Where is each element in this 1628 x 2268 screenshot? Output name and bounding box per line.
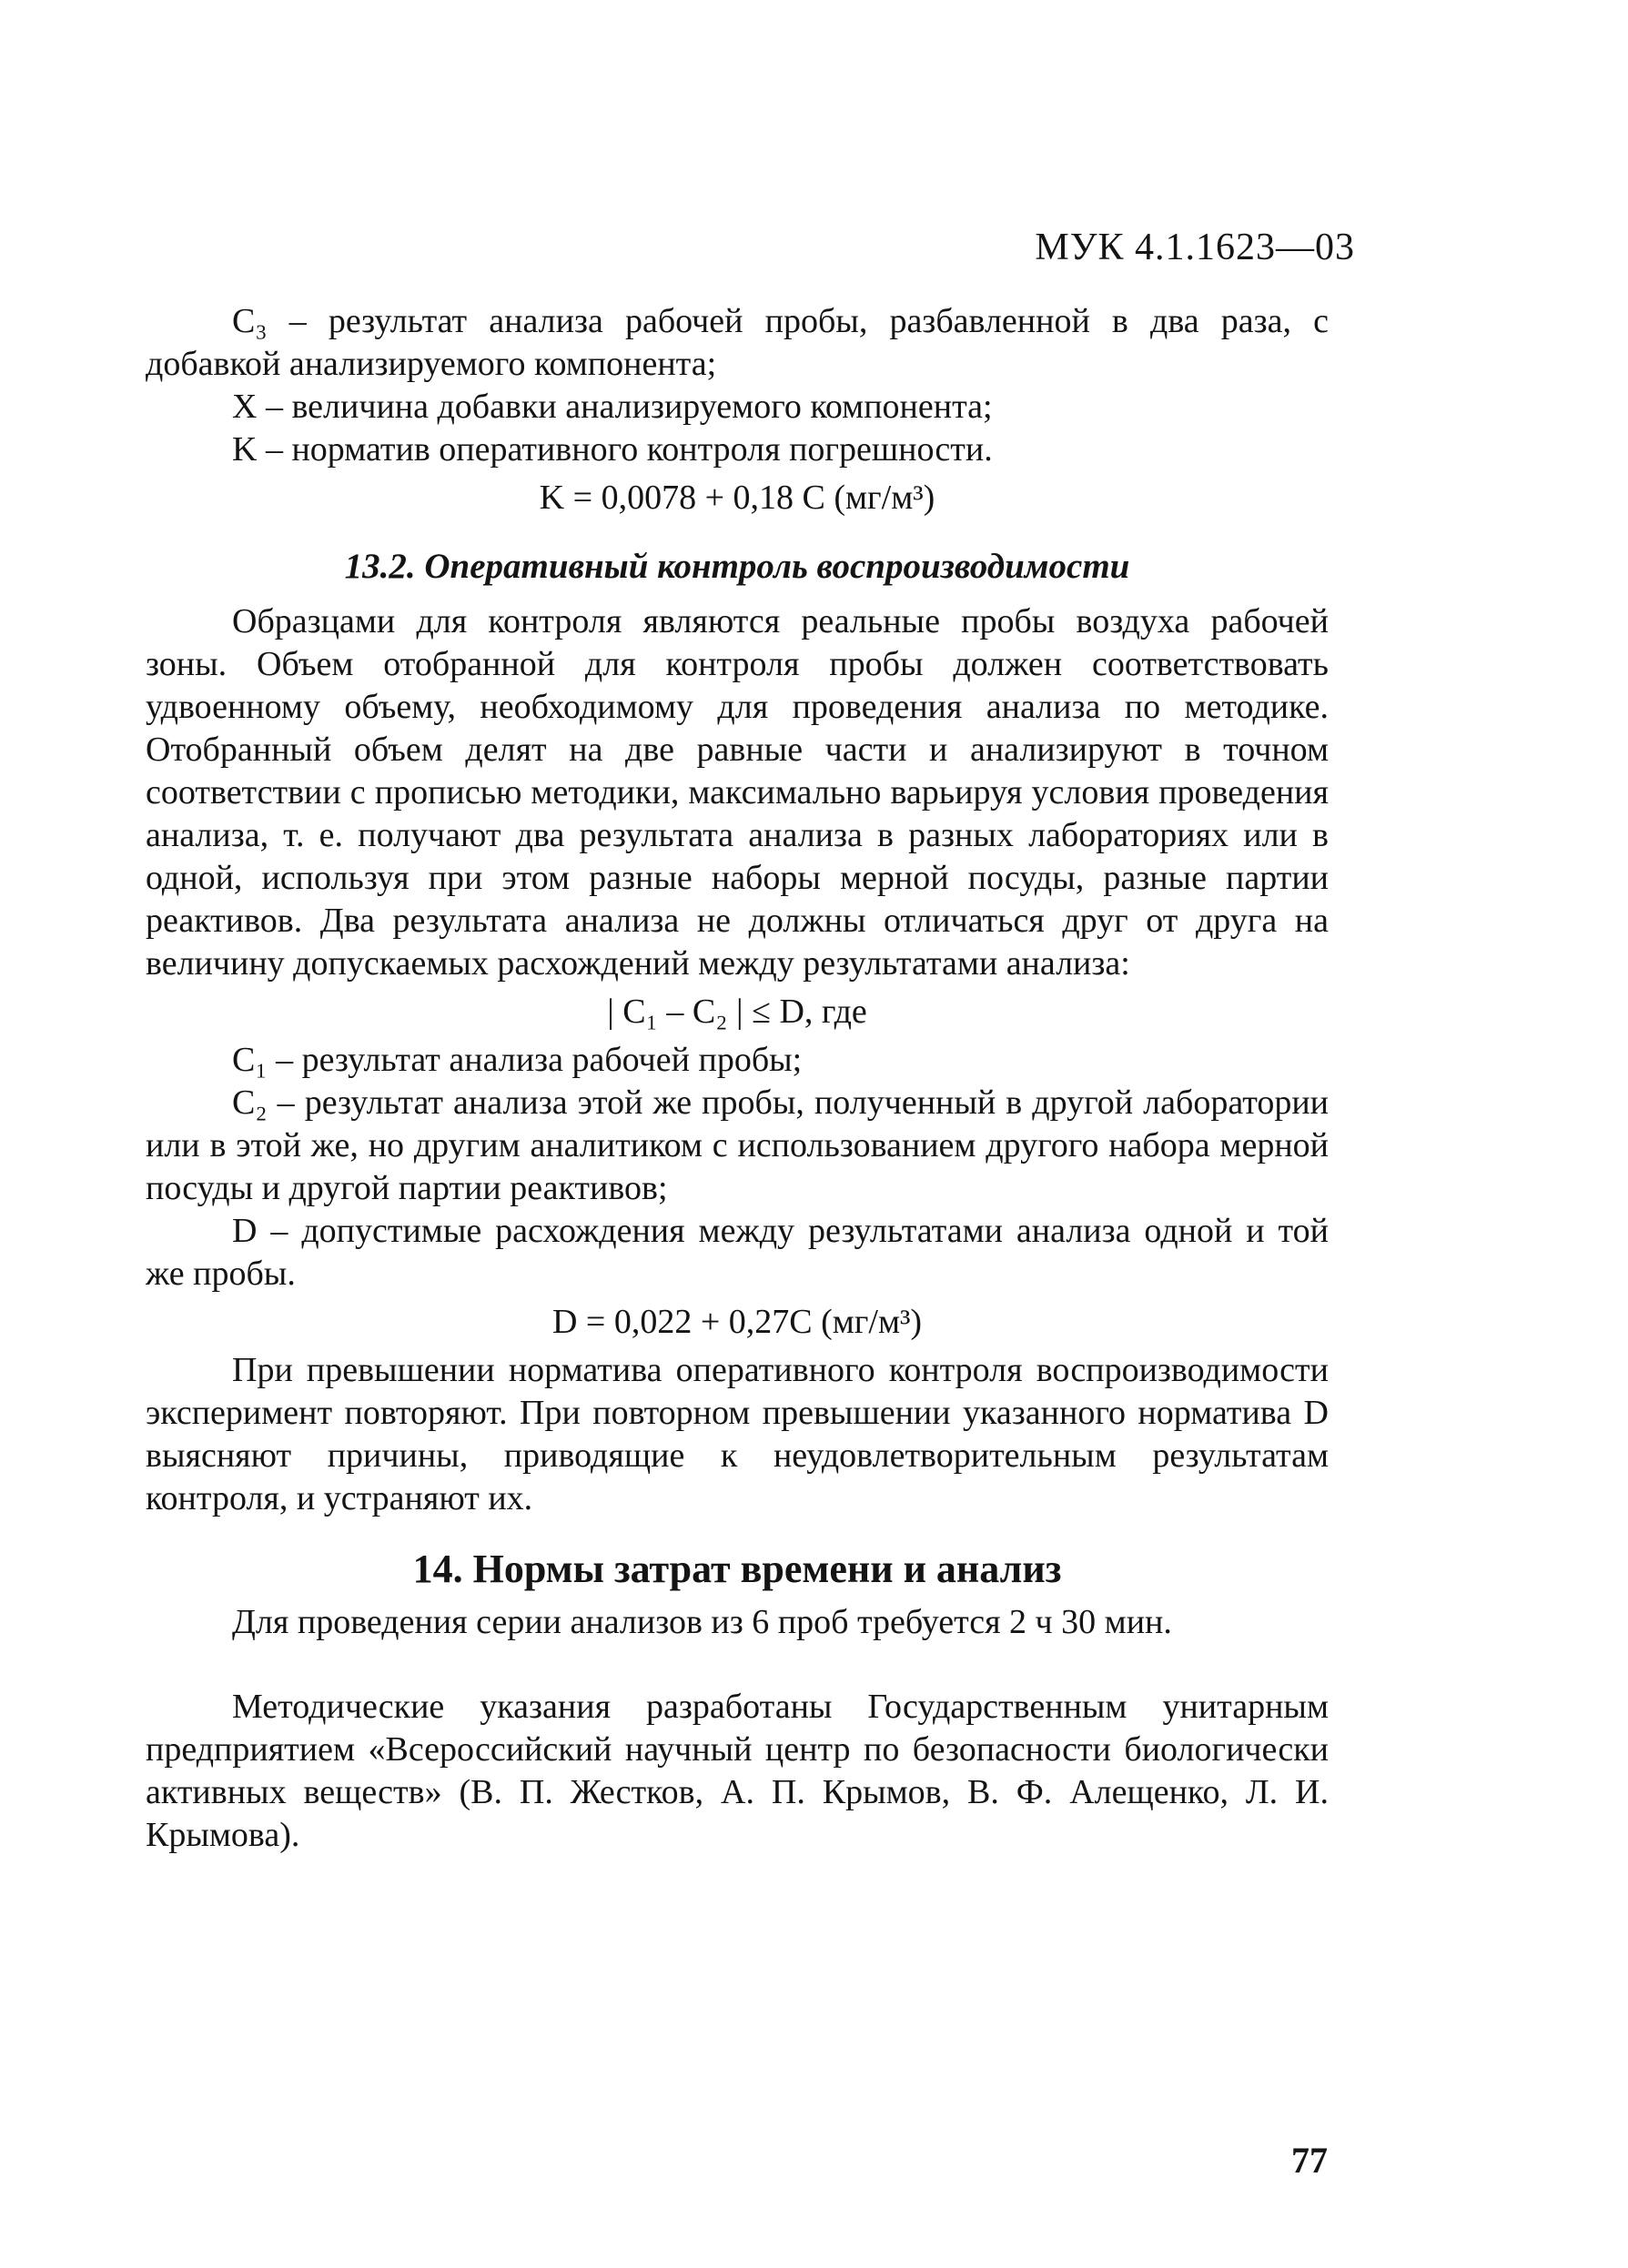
section-14-title: 14. Нормы затрат времени и анализ — [412, 1547, 1062, 1591]
definition-c3: C₃ – результат анализа рабочей пробы, разбавленной в два раза, с добавкой анализируемого компонента; — [146, 302, 1329, 383]
definition-x: X – величина добавки анализируемого компонента; — [232, 388, 993, 426]
formula-k: K = 0,0078 + 0,18 C (мг/м³) — [539, 479, 935, 517]
paragraph-authors: Методические указания разработаны Государственным унитарным предприятием «Всероссийский научный центр по безопасности биологически активных веществ» (В. П. Жестков, А. П. Крымов, В. Ф. Алещенко, Л. И. Крымова). — [146, 1688, 1329, 1854]
definition-d: D – допустимые расхождения между результатами анализа одной и той же пробы. — [146, 1212, 1329, 1293]
paragraph-reproducibility: Образцами для контроля являются реальные пробы воздуха рабочей зоны. Объем отобранной для контроля пробы должен соответствовать удвоенному объему, необходимому для проведения анализа по методике. Отобранный объем делят на две равные части и анализируют в точном соответствии с прописью методики, максимально варьируя условия проведения анализа, т. е. получают два результата анализа в разных лабораториях или в одной, используя при этом разные наборы мерной посуды, разные партии реактивов. Два результата анализа не должны отличаться друг от друга на величину допускаемых расхождений между результатами анализа: — [146, 602, 1329, 983]
definition-c1: C₁ – результат анализа рабочей пробы; — [232, 1041, 803, 1079]
paragraph-time: Для проведения серии анализов из 6 проб требуется 2 ч 30 мин. — [232, 1603, 1172, 1641]
formula-d: D = 0,022 + 0,27C (мг/м³) — [551, 1303, 923, 1341]
page-number: 77 — [1291, 2140, 1328, 2181]
subsection-title: 13.2. Оперативный контроль воспроизводимости — [344, 547, 1130, 586]
definition-c2: C₂ – результат анализа этой же пробы, полученный в другой лаборатории или в этой же, но другим аналитиком с использованием другого набора мерной посуды и другой партии реактивов; — [146, 1084, 1329, 1207]
formula-difference-condition: | C₁ – C₂ | ≤ D, где — [607, 993, 867, 1031]
definition-k: K – норматив оперативного контроля погрешности. — [232, 430, 993, 469]
spacer — [146, 1644, 1329, 1686]
page-content — [146, 300, 1329, 1857]
paragraph-exceed: При превышении норматива оперативного контроля воспроизводимости эксперимент повторяют. При повторном превышении указанного норматива D выясняют причины, приводящие к неудовлетворительным результатам контроля, и устраняют их. — [146, 1351, 1329, 1517]
document-code-header: МУК 4.1.1623—03 — [1035, 227, 1355, 268]
